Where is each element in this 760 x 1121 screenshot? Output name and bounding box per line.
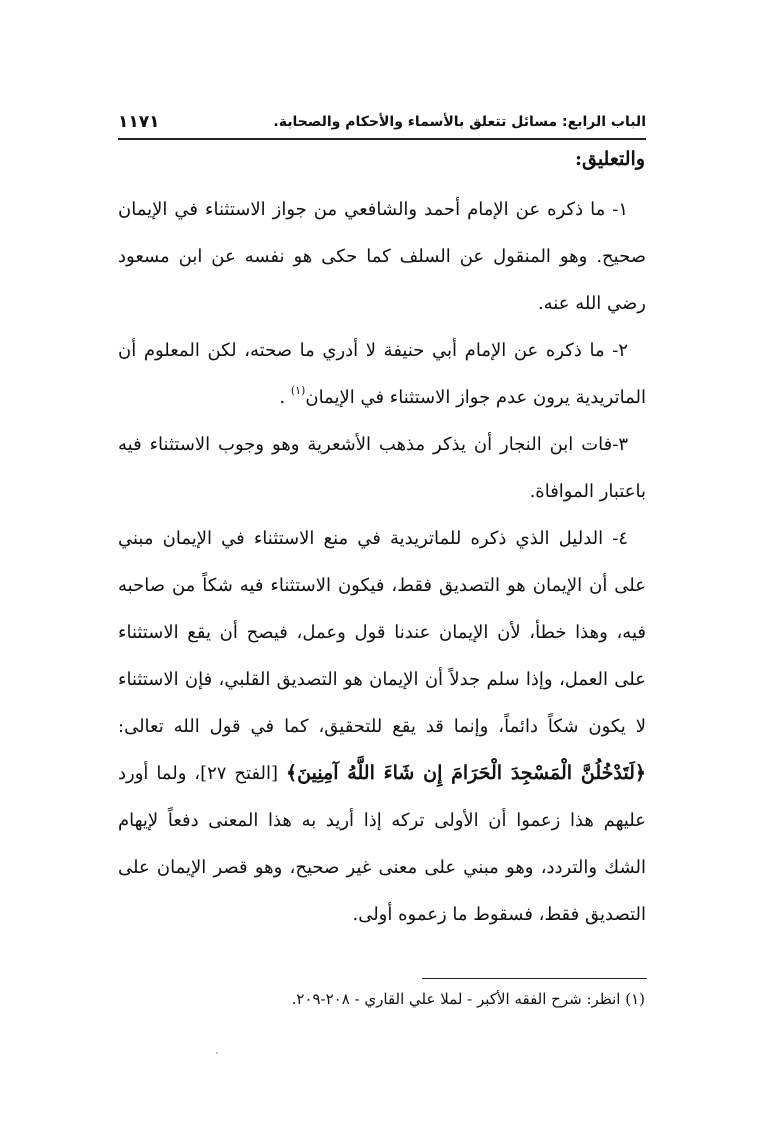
running-header	[118, 112, 646, 136]
paragraph-1: ١- ما ذكره عن الإمام أحمد والشافعي من جواز الاستثناء في الإيمان صحيح. وهو المنقول عن السلف كما حكى هو نفسه عن ابن مسعود رضي الله عنه.	[118, 199, 646, 314]
footnote-rule	[422, 978, 647, 979]
paragraph-4-text-a: ٤- الدليل الذي ذكره للماتريدية في منع الاستثناء في الإيمان مبني على أن الإيمان هو التصديق فقط، فيكون الاستثناء فيه شكاً من صاحبه فيه، وهذا خطأ، لأن الإيمان عندنا قول وعمل، فيصح أن يقع الاستثناء على العمل، وإذا سلم جدلاً أن الإيمان هو التصديق القلبي، فإن الاستثناء لا يكون شكاً دائماً، وإنما قد يقع للتحقيق، كما في قول الله تعالى:	[118, 528, 646, 737]
paragraph-2-end: .	[279, 387, 291, 408]
paragraph-3: ٣-فات ابن النجار أن يذكر مذهب الأشعرية وهو وجوب الاستثناء فيه باعتبار الموافاة.	[118, 434, 646, 502]
paragraph-2-text: ٢- ما ذكره عن الإمام أبي حنيفة لا أدري ما صحته، لكن المعلوم أن الماتريدية يرون عدم جواز الاستثناء في الإيمان	[118, 340, 646, 408]
header-title: الباب الرابع: مسائل تتعلق بالأسماء والأحكام والصحابة.	[273, 114, 646, 130]
footnote-reference[interactable]: (١)	[290, 384, 306, 397]
quran-verse: ﴿لَتَدْخُلُنَّ الْمَسْجِدَ الْحَرَامَ إِن شَاءَ اللَّهُ آمِنِينَ﴾	[285, 762, 646, 784]
paragraph-2	[118, 327, 646, 421]
scan-speck	[216, 1052, 218, 1054]
footnote: (١) انظر: شرح الفقه الأكبر - لملا علي القاري - ٢٠٨-٢٠٩.	[291, 990, 645, 1008]
header-rule	[118, 138, 646, 140]
section-heading: والتعليق:	[574, 148, 645, 170]
body-text	[118, 186, 646, 938]
paragraph-4-text-b: [الفتح ٢٧]، ولما أورد عليهم هذا زعموا أن الأولى تركه إذا أريد به هذا المعنى دفعاً لإيهام الشك والتردد، وهو مبني على معنى غير صحيح، وهو قصر الإيمان على التصديق فقط، فسقوط ما زعموه أولى.	[118, 763, 646, 925]
paragraph-4	[118, 515, 646, 938]
page-number: ١١٧١	[118, 112, 160, 132]
